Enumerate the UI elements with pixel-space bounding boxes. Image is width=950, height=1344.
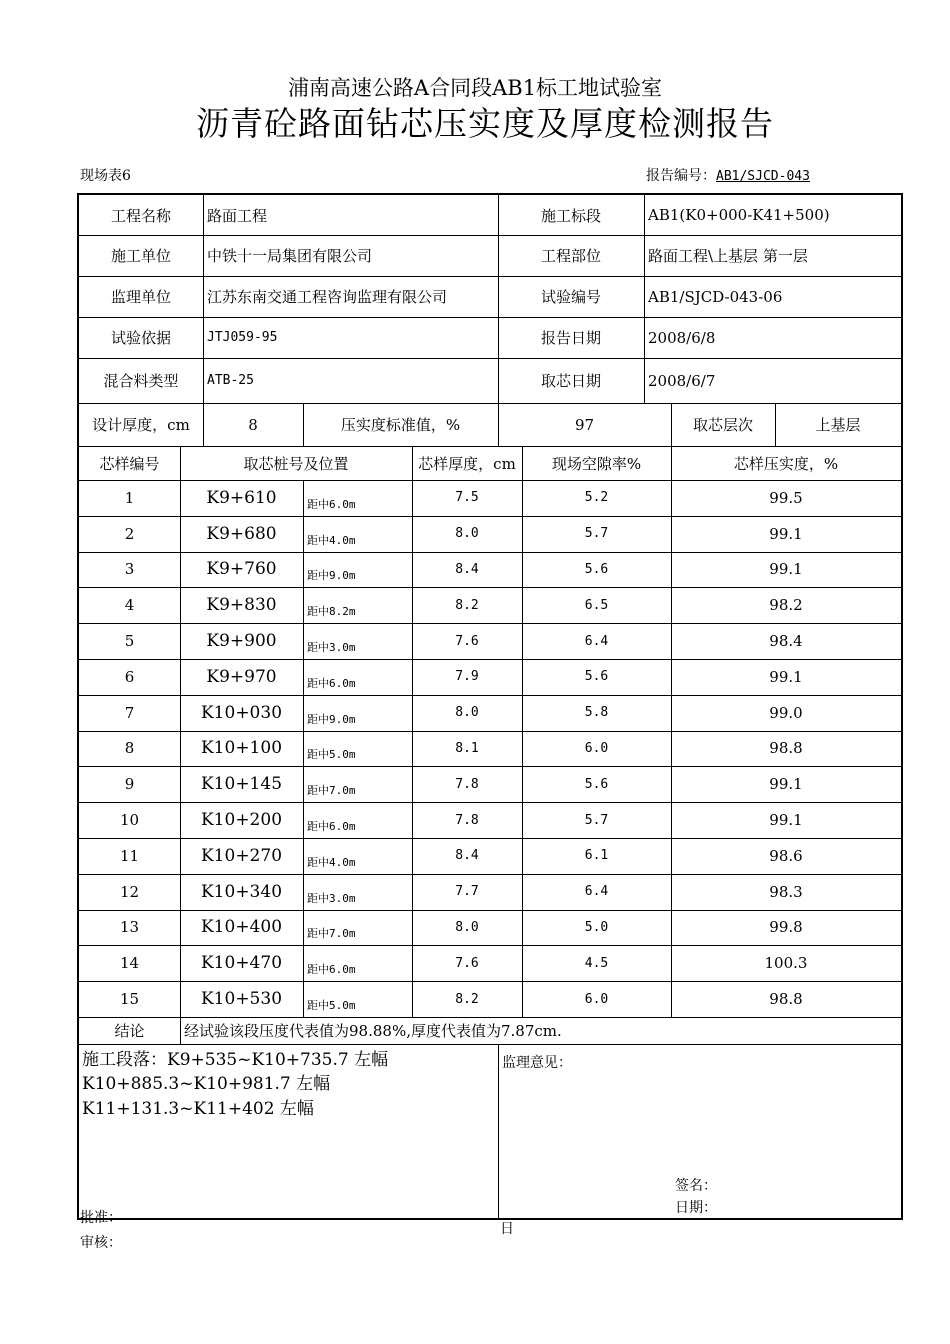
thickness-cell: 8.4 [455, 561, 479, 577]
offset-cell: 距中3.0m [307, 891, 356, 905]
supervisor-value: 江苏东南交通工程咨询监理有限公司 [207, 288, 448, 306]
offset-cell: 距中6.0m [307, 819, 356, 833]
sample-no-cell: 2 [124, 524, 135, 543]
station-cell: K9+760 [206, 559, 277, 580]
offset-cell: 距中6.0m [307, 676, 356, 690]
station-cell: K9+680 [206, 523, 277, 544]
grid-line [303, 480, 304, 1017]
voids-cell: 6.0 [584, 991, 609, 1007]
report-number-value: AB1/SJCD-043 [716, 169, 810, 184]
voids-cell: 5.7 [584, 812, 609, 828]
form-number: 现场表6 [80, 168, 131, 184]
project-name-label: 工程名称 [110, 206, 171, 225]
grid-line [180, 1017, 181, 1044]
voids-cell: 5.7 [584, 526, 609, 542]
compaction-cell: 99.0 [769, 703, 803, 722]
core-date-value: 2008/6/7 [648, 371, 716, 390]
thickness-cell: 7.5 [455, 490, 479, 506]
station-cell: K9+830 [206, 595, 277, 616]
thickness-cell: 8.0 [455, 919, 479, 935]
voids-cell: 6.0 [584, 740, 609, 756]
station-cell: K9+900 [206, 631, 277, 652]
compaction-cell: 98.8 [769, 990, 803, 1009]
col-header-voids: 现场空隙率% [551, 454, 642, 473]
work-location-value: 路面工程\上基层 第一层 [648, 247, 808, 265]
sample-no-cell: 12 [119, 882, 140, 901]
supervision-opinion-label: 监理意见： [502, 1055, 572, 1071]
construction-segment: 施工段落：K9+535~K10+735.7 左幅 [82, 1049, 389, 1069]
sample-no-cell: 8 [124, 739, 135, 758]
report-number [646, 165, 810, 185]
thickness-cell: 8.0 [455, 705, 479, 721]
sample-no-cell: 5 [124, 632, 135, 651]
offset-cell: 距中8.2m [307, 605, 356, 619]
thickness-cell: 7.8 [455, 812, 479, 828]
grid-line [203, 403, 204, 446]
offset-cell: 距中6.0m [307, 497, 356, 511]
grid-line [522, 446, 523, 480]
station-cell: K10+145 [200, 774, 283, 795]
station-cell: K10+030 [200, 702, 283, 723]
voids-cell: 5.6 [584, 669, 609, 685]
section-value: AB1(K0+000-K41+500) [648, 206, 830, 224]
construction-segment: K10+885.3~K10+981.7 左幅 [82, 1074, 331, 1094]
thickness-cell: 7.7 [455, 884, 479, 900]
sample-no-cell: 6 [124, 667, 135, 686]
voids-cell: 5.6 [584, 561, 609, 577]
test-basis-label: 试验依据 [110, 329, 171, 347]
offset-cell: 距中7.0m [307, 927, 356, 941]
compaction-cell: 99.8 [769, 918, 803, 937]
voids-cell: 6.1 [584, 848, 609, 864]
voids-cell: 5.6 [584, 776, 609, 792]
station-cell: K10+270 [200, 845, 283, 866]
thickness-cell: 7.8 [455, 776, 479, 792]
conclusion-label: 结论 [114, 1022, 145, 1040]
offset-cell: 距中9.0m [307, 712, 356, 726]
sign-label: 签名： [675, 1178, 717, 1194]
thickness-cell: 8.0 [455, 526, 479, 542]
offset-cell: 距中7.0m [307, 784, 356, 798]
grid-line [775, 403, 776, 446]
station-cell: K10+100 [200, 738, 283, 759]
station-cell: K9+610 [206, 487, 277, 508]
thickness-cell: 7.6 [455, 955, 479, 971]
compaction-cell: 100.3 [764, 954, 808, 973]
col-header-compaction: 芯样压实度，% [733, 454, 839, 473]
voids-cell: 5.2 [584, 490, 609, 506]
thickness-cell: 8.1 [455, 740, 479, 756]
supervisor-label: 监理单位 [110, 288, 171, 306]
compaction-cell: 99.1 [769, 811, 803, 830]
grid-line [203, 195, 204, 403]
thickness-cell: 8.2 [455, 597, 479, 613]
approve-label: 批准： [80, 1210, 122, 1226]
voids-cell: 6.5 [584, 597, 609, 613]
contractor-label: 施工单位 [110, 247, 171, 265]
thickness-cell: 7.9 [455, 669, 479, 685]
layer-label: 取芯层次 [692, 416, 753, 434]
grid-line [498, 403, 499, 446]
compaction-cell: 98.2 [769, 596, 803, 615]
grid-line [522, 480, 523, 1017]
station-cell: K10+530 [200, 989, 283, 1010]
layer-value: 上基层 [815, 416, 861, 434]
contractor-value: 中铁十一局集团有限公司 [207, 247, 373, 265]
voids-cell: 6.4 [584, 884, 609, 900]
offset-cell: 距中5.0m [307, 998, 356, 1012]
sample-no-cell: 1 [124, 488, 135, 507]
sample-no-cell: 14 [119, 954, 140, 973]
station-cell: K10+340 [200, 881, 283, 902]
grid-line [671, 446, 672, 480]
sample-no-cell: 9 [124, 775, 135, 794]
compaction-cell: 98.8 [769, 739, 803, 758]
compaction-cell: 99.1 [769, 775, 803, 794]
work-location-label: 工程部位 [540, 247, 601, 265]
grid-line [180, 446, 181, 480]
thickness-cell: 7.6 [455, 633, 479, 649]
voids-cell: 6.4 [584, 633, 609, 649]
offset-cell: 距中4.0m [307, 855, 356, 869]
core-date-label: 取芯日期 [540, 372, 601, 390]
grid-line [671, 480, 672, 1017]
report-date-value: 2008/6/8 [648, 328, 716, 347]
offset-cell: 距中3.0m [307, 640, 356, 654]
sample-no-cell: 13 [119, 918, 140, 937]
voids-cell: 4.5 [584, 955, 609, 971]
review-label: 审核： [80, 1235, 122, 1251]
report-title: 沥青砼路面钻芯压实度及厚度检测报告 [196, 104, 774, 143]
col-header-thickness: 芯样厚度，cm [418, 454, 516, 473]
offset-cell: 距中5.0m [307, 748, 356, 762]
grid-line [671, 403, 672, 446]
grid-line [644, 195, 645, 403]
report-table [77, 193, 903, 1220]
test-number-label: 试验编号 [540, 288, 601, 306]
offset-cell: 距中9.0m [307, 569, 356, 583]
station-cell: K10+400 [200, 917, 283, 938]
compaction-cell: 98.3 [769, 882, 803, 901]
sample-no-cell: 4 [124, 596, 135, 615]
project-name-value: 路面工程 [207, 206, 268, 225]
offset-cell: 距中6.0m [307, 963, 356, 977]
thickness-cell: 8.4 [455, 848, 479, 864]
report-date-label: 报告日期 [540, 329, 601, 347]
grid-line [412, 446, 413, 480]
compaction-cell: 99.1 [769, 560, 803, 579]
compaction-cell: 98.6 [769, 846, 803, 865]
sample-no-cell: 3 [124, 560, 135, 579]
compaction-cell: 99.1 [769, 667, 803, 686]
design-thickness-value: 8 [248, 415, 258, 434]
voids-cell: 5.0 [584, 919, 609, 935]
standard-value: 97 [574, 415, 595, 434]
test-number-value: AB1/SJCD-043-06 [648, 287, 783, 306]
mix-type-value: ATB-25 [207, 373, 254, 388]
construction-segment: K11+131.3~K11+402 左幅 [82, 1098, 314, 1118]
grid-line [303, 403, 304, 446]
standard-label: 压实度标准值，% [340, 416, 461, 434]
mix-type-label: 混合料类型 [103, 372, 179, 390]
station-cell: K10+470 [200, 953, 283, 974]
test-basis-value: JTJ059-95 [207, 330, 278, 345]
col-header-sample-no: 芯样编号 [99, 454, 160, 473]
sample-no-cell: 15 [119, 990, 140, 1009]
voids-cell: 5.8 [584, 705, 609, 721]
grid-line [180, 480, 181, 1017]
grid-line [412, 480, 413, 1017]
sample-no-cell: 10 [119, 811, 140, 830]
design-thickness-label: 设计厚度，cm [92, 416, 190, 434]
station-cell: K10+200 [200, 810, 283, 831]
lab-name: 浦南高速公路A合同段AB1标工地试验室 [287, 76, 663, 100]
conclusion-text: 经试验该段压度代表值为98.88%,厚度代表值为7.87cm. [184, 1022, 562, 1040]
compaction-cell: 99.5 [769, 488, 803, 507]
grid-line [498, 195, 499, 403]
thickness-cell: 8.2 [455, 991, 479, 1007]
compaction-cell: 99.1 [769, 524, 803, 543]
section-label: 施工标段 [540, 206, 601, 225]
date-label: 日期： [675, 1200, 717, 1216]
station-cell: K9+970 [206, 666, 277, 687]
date-day-char: 日 [500, 1221, 514, 1237]
compaction-cell: 98.4 [769, 632, 803, 651]
offset-cell: 距中4.0m [307, 533, 356, 547]
sample-no-cell: 7 [124, 703, 135, 722]
report-number-label: 报告编号： [646, 168, 716, 184]
col-header-station: 取芯桩号及位置 [243, 454, 349, 473]
sample-no-cell: 11 [119, 846, 140, 865]
